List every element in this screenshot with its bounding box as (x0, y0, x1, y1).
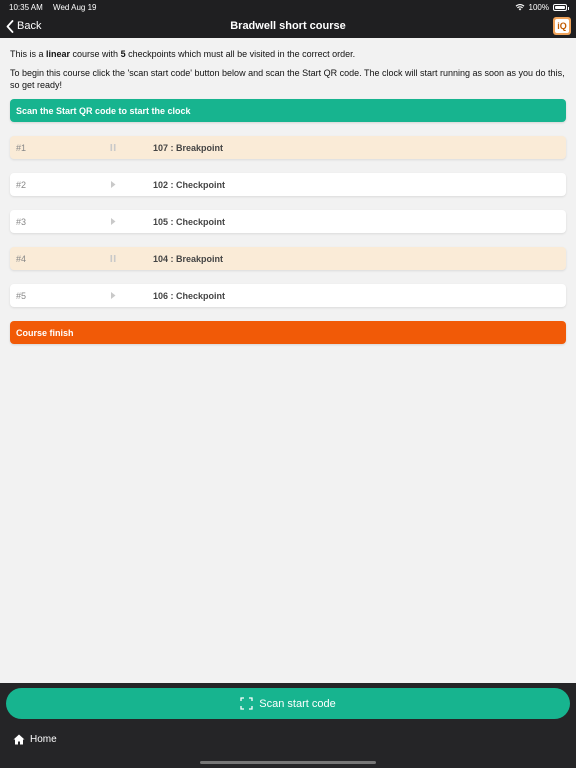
battery-icon (553, 4, 567, 11)
status-bar (0, 0, 576, 14)
navigation-bar (0, 14, 576, 38)
checkpoint-label: 104 : Breakpoint (153, 253, 224, 264)
home-button[interactable] (13, 734, 57, 745)
scan-frame-icon (240, 697, 253, 710)
home-icon (13, 734, 25, 745)
checkpoint-label: 102 : Checkpoint (153, 179, 226, 190)
course-finish-banner: Course finish (10, 321, 566, 344)
play-icon (110, 292, 116, 299)
course-instructions: To begin this course click the 'scan start code' button below and scan the Start QR code. The clock will start running as soon as you do this, so get ready! (10, 68, 565, 90)
home-indicator (200, 761, 376, 764)
checkpoint-row[interactable] (10, 210, 566, 233)
checkpoint-label: 105 : Checkpoint (153, 216, 226, 227)
pause-icon (110, 144, 116, 151)
scan-start-code-button[interactable] (6, 688, 570, 719)
back-button[interactable] (6, 14, 41, 38)
checkpoint-row[interactable] (10, 173, 566, 196)
checkpoint-row[interactable] (10, 247, 566, 270)
status-left (9, 3, 105, 12)
scan-button-label: Scan start code (259, 697, 336, 710)
status-time: 10:35 AM (9, 2, 43, 12)
checkpoint-label: 107 : Breakpoint (153, 142, 224, 153)
pause-icon (110, 255, 116, 262)
play-icon (110, 218, 116, 225)
checkpoint-number: #1 (16, 142, 27, 153)
page-title: Bradwell short course (230, 20, 346, 32)
bottom-panel (0, 683, 576, 768)
status-date: Wed Aug 19 (53, 2, 97, 12)
checkpoint-row[interactable] (10, 136, 566, 159)
checkpoint-number: #4 (16, 253, 27, 264)
checkpoint-label: 106 : Checkpoint (153, 290, 226, 301)
checkpoint-number: #2 (16, 179, 27, 190)
battery-percent: 100% (528, 2, 549, 12)
course-description: This is a linear course with 5 checkpoints which must all be visited in the correct order. (10, 49, 356, 59)
app-logo (553, 17, 571, 35)
checkpoint-row[interactable] (10, 284, 566, 307)
play-icon (110, 181, 116, 188)
checkpoint-number: #5 (16, 290, 27, 301)
logo-text: iQ (555, 19, 569, 33)
status-right (515, 3, 567, 12)
back-label: Back (17, 20, 42, 32)
checkpoint-number: #3 (16, 216, 27, 227)
home-label: Home (30, 734, 57, 745)
start-clock-banner: Scan the Start QR code to start the clock (10, 99, 566, 122)
course-content (0, 38, 576, 344)
wifi-icon (515, 3, 525, 11)
chevron-left-icon (6, 20, 14, 33)
